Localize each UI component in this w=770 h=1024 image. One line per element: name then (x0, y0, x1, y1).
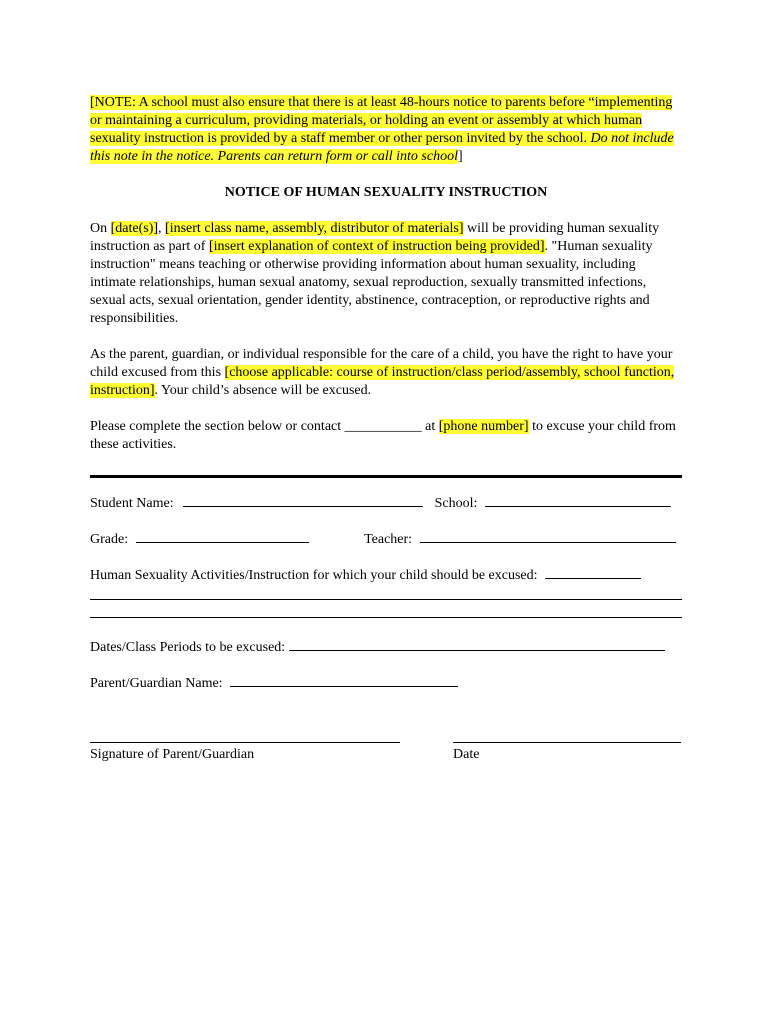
parent-name-label: Parent/Guardian Name: (90, 676, 223, 691)
parent-name-field[interactable] (230, 672, 458, 687)
date-label: Date (453, 747, 480, 762)
dates-label: Dates/Class Periods to be excused: (90, 640, 286, 655)
para1-on: On (90, 221, 111, 236)
notice-heading: NOTICE OF HUMAN SEXUALITY INSTRUCTION (224, 185, 548, 200)
note-italic-text: Do not include this note in the notice. Parents can return form or call into school (90, 131, 674, 164)
choose-applicable-placeholder: [choose applicable: course of instruction/class period/assembly, school function, instruction] (90, 365, 675, 398)
para1-mid: will be providing human sexuality instruction as part of (90, 221, 660, 254)
teacher-field[interactable] (420, 528, 676, 543)
activities-line-3[interactable] (90, 600, 682, 618)
student-name-field[interactable] (183, 492, 423, 507)
para1-definition: . "Human sexuality instruction" means teaching or otherwise providing information about human sexuality, including intimate relationships, human sexual anatomy, sexual reproduction, sexually transmitted infections, sexual acts, sexual orientation, gender identity, abstinence, contraception, or reproductive rights and responsibilities. (90, 239, 653, 326)
para1-comma: , (158, 221, 166, 236)
date-line[interactable] (453, 728, 681, 743)
para3-end: to excuse your child from these activities. (90, 419, 676, 452)
activities-label: Human Sexuality Activities/Instruction for which your child should be excused: (90, 568, 538, 583)
rights-paragraph (90, 346, 682, 400)
student-name-label: Student Name: (90, 496, 174, 511)
instruction-paragraph (90, 220, 682, 328)
class-name-placeholder: [insert class name, assembly, distributor of materials] (165, 221, 464, 236)
note-text: [NOTE: A school must also ensure that there is at least 48-hours notice to parents before “implementing or maintaining a curriculum, providing materials, or holding an event or assembly at which human sexuality instruction is provided by a staff member or other person invited by the school. (90, 95, 673, 146)
para2-start: As the parent, guardian, or individual responsible for the care of a child, you have the right to have your child excused from this (90, 347, 673, 380)
activities-field[interactable] (545, 564, 641, 579)
notice-document (90, 94, 682, 768)
para2-end: . Your child’s absence will be excused. (154, 383, 372, 398)
grade-label: Grade: (90, 532, 129, 547)
signature-line[interactable] (90, 728, 400, 743)
instruction-note (90, 94, 682, 166)
grade-teacher-row (90, 528, 682, 546)
student-school-row (90, 492, 682, 510)
signature-block (90, 728, 682, 768)
dates-placeholder: [date(s)] (110, 221, 159, 236)
section-divider (90, 475, 682, 478)
context-placeholder: [insert explanation of context of instruction being provided] (208, 239, 545, 254)
dates-field[interactable] (289, 636, 665, 651)
activities-row (90, 564, 682, 582)
grade-field[interactable] (136, 528, 309, 543)
parent-name-row (90, 672, 682, 690)
note-close-bracket: ] (457, 149, 463, 164)
dates-row (90, 636, 682, 654)
signature-label: Signature of Parent/Guardian (90, 747, 255, 762)
activities-line-2[interactable] (90, 582, 682, 600)
school-label: School: (434, 496, 478, 511)
para3-start: Please complete the section below or contact ___________ at (90, 419, 439, 434)
teacher-label: Teacher: (364, 532, 413, 547)
phone-placeholder: [phone number] (438, 419, 529, 434)
school-field[interactable] (485, 492, 671, 507)
contact-paragraph (90, 418, 682, 454)
